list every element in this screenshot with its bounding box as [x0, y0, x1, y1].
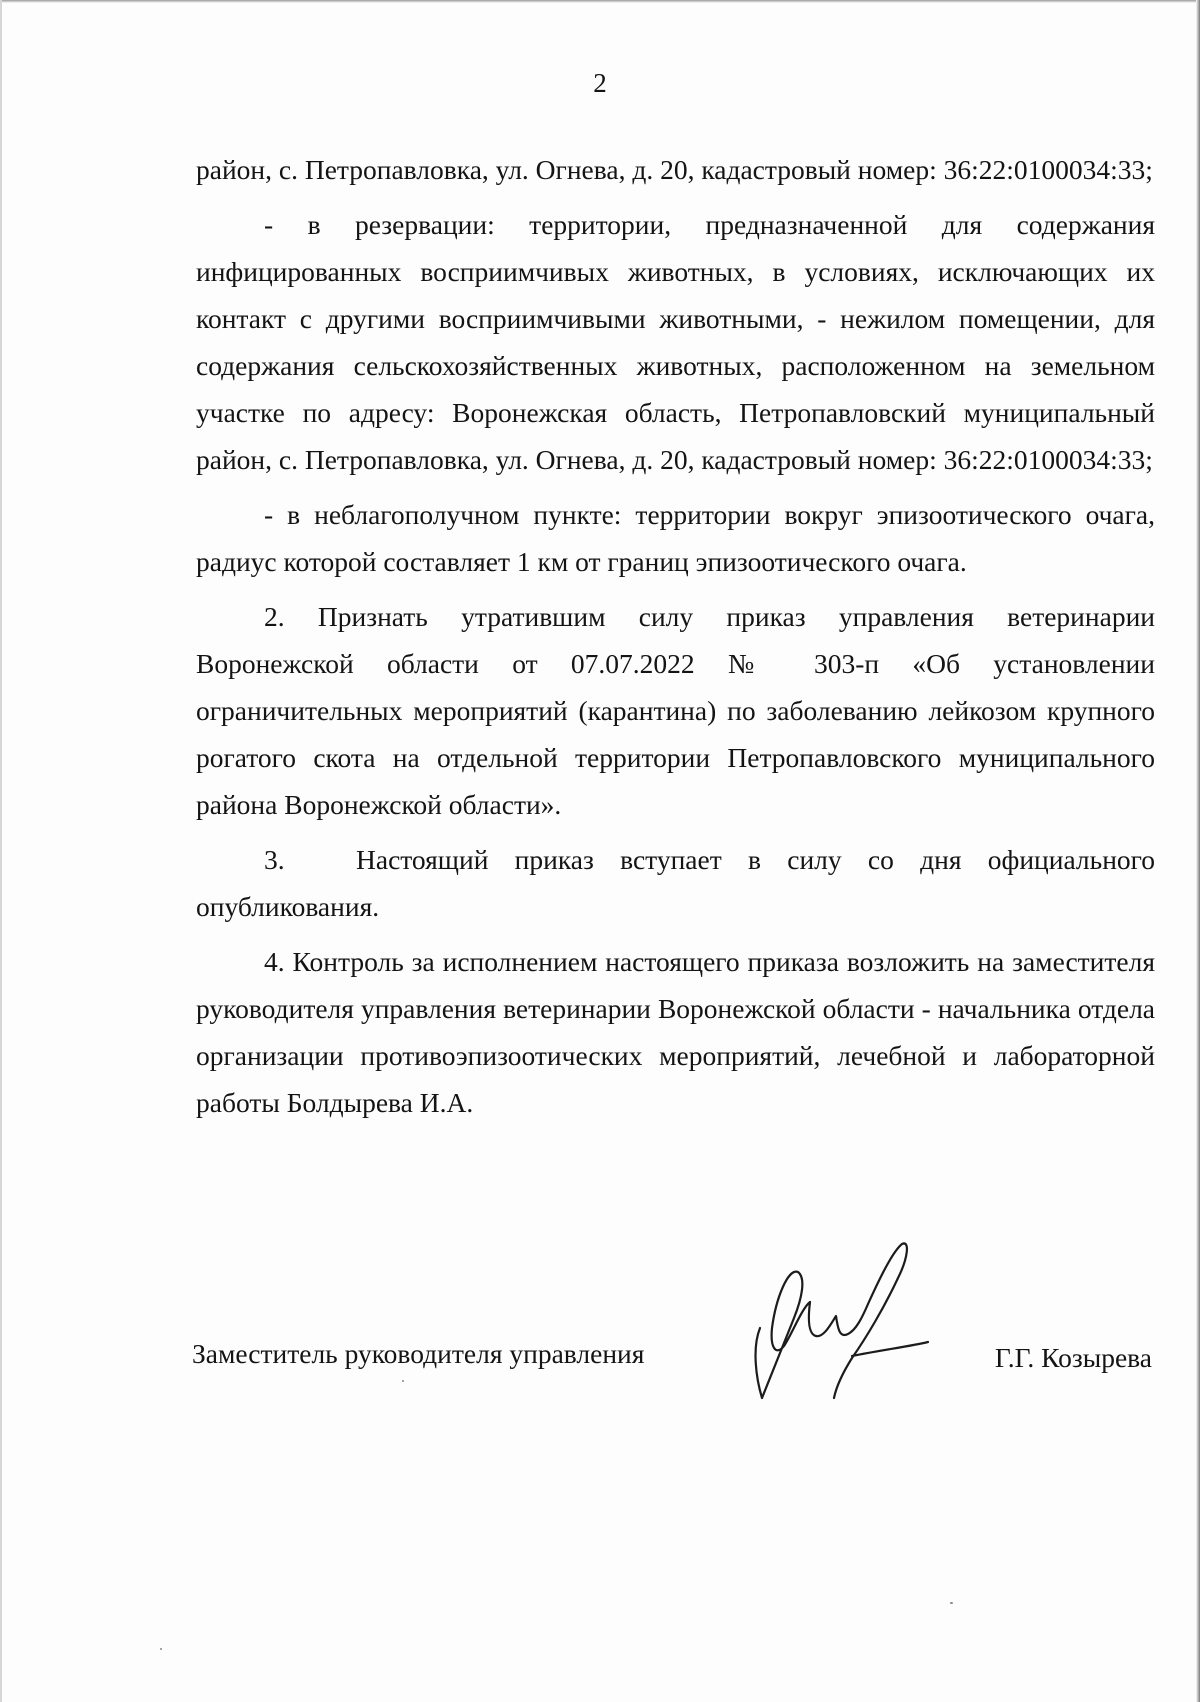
page-number: 2: [593, 68, 607, 98]
paragraph-item-3: [196, 836, 1155, 930]
scan-speck: [950, 1602, 953, 1604]
item-3-number: 3.: [264, 844, 285, 875]
signature-block: [192, 1318, 1152, 1398]
paragraph-address-continued: район, с. Петропавловка, ул. Огнева, д. 20, кадастровый номер: 36:22:0100034:33;: [196, 154, 1153, 185]
item-3-text: Настоящий приказ вступает в силу со дня официального опубликования.: [196, 844, 1155, 922]
document-body: [196, 146, 1155, 1126]
paragraph-unsafe-area: - в неблагополучном пункте: территории вокруг эпизоотического очага, радиус которой составляет 1 км от границ эпизоотического очага.: [196, 499, 1155, 577]
signatory-name: Г.Г. Козырева: [994, 1342, 1152, 1373]
scan-speck: [402, 1380, 404, 1382]
signatory-position: Заместитель руководителя управления: [192, 1338, 645, 1369]
scan-edge-right: [1196, 0, 1200, 1702]
paragraph-item-4: 4. Контроль за исполнением настоящего приказа возложить на заместителя руководителя управления ветеринарии Воронежской области - начальника отдела организации противоэпизоотических мероприятий, лечебной и лабораторной работы Болдырева И.А.: [196, 946, 1155, 1118]
paragraph-item-2: 2. Признать утратившим силу приказ управления ветеринарии Воронежской области от 07.07.2022 № 303-п «Об установлении ограничительных мероприятий (карантина) по заболеванию лейкозом крупного рогатого скота на отдельной территории Петропавловского муниципального района Воронежской области».: [196, 601, 1155, 820]
handwritten-signature: [732, 1238, 932, 1418]
scan-edge-left: [0, 0, 2, 1702]
scan-speck: [160, 1648, 162, 1650]
paragraph-reservation: - в резервации: территории, предназначенной для содержания инфицированных восприимчивых животных, в условиях, исключающих их контакт с другими восприимчивыми животными, - нежилом помещении, для содержания сельскохозяйственных животных, расположенном на земельном участке по адресу: Воронежская область, Петропавловский муниципальный район, с. Петропавловка, ул. Огнева, д. 20, кадастровый номер: 36:22:0100034:33;: [196, 209, 1155, 475]
scan-edge-top: [0, 0, 1200, 3]
